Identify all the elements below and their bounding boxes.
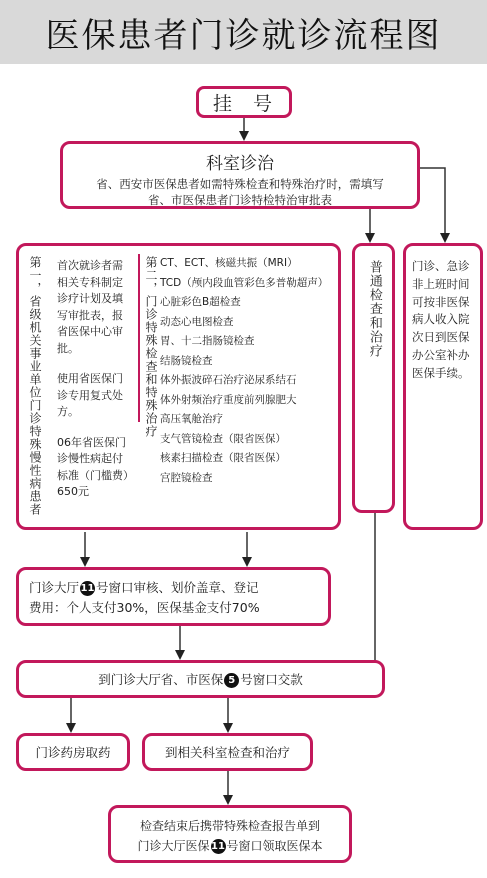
review-line2: 费用：个人支付30%，医保基金支付70% — [29, 600, 260, 615]
cat1-p1-line: 相关专科制定 — [57, 275, 123, 289]
cat1-p3-line: 标准（门槛费） — [57, 468, 134, 482]
review-line1 — [29, 578, 318, 598]
cat2-item: 心脏彩色B超检查 — [160, 296, 241, 308]
cat1-p3-line: 650元 — [57, 485, 89, 498]
finish-line2-b: 号窗口领取医保本 — [226, 839, 323, 853]
cat2-items — [160, 254, 338, 488]
pay-text-b: 号窗口交款 — [240, 672, 303, 687]
cat2-item: 胃、十二指肠镜检查 — [160, 335, 255, 347]
review-line1-b: 号窗口审核、划价盖章、登记 — [96, 580, 259, 595]
cat1-p2-line: 诊专用复式处 — [57, 388, 123, 402]
emergency-line: 次日到医保 — [412, 330, 470, 345]
cat1-vertical-title: 第一，省级机关事业单位门诊特殊慢性病患者 — [28, 256, 42, 516]
window-number-badge: 11 — [211, 841, 225, 852]
cat1-p1-line: 诊疗计划及填 — [57, 292, 123, 305]
guahao-box — [196, 86, 292, 118]
pay-text — [98, 670, 303, 688]
arrow-keshi-to-emergency — [420, 168, 445, 241]
cat2-item: 结肠镜检查 — [160, 354, 213, 367]
cat2-item: 核素扫描检查（限省医保） — [160, 452, 286, 464]
dept-label: 到相关科室检查和治疗 — [164, 745, 290, 760]
keshi-line2: 省、市医保患者门诊特检特治审批表 — [148, 193, 332, 207]
page-title: 医保患者门诊就诊流程图 — [45, 15, 442, 56]
review-box — [16, 567, 331, 626]
cat2-item: 动态心电图检查 — [160, 315, 234, 328]
cat1-p1-line: 省医保中心审 — [57, 325, 123, 338]
cat1-p2-line: 使用省医保门 — [57, 372, 123, 385]
review-line1-a: 门诊大厅 — [29, 580, 80, 595]
putong-box — [352, 243, 395, 513]
cat1-p2 — [57, 371, 147, 421]
finish-line2 — [111, 836, 349, 856]
emergency-line: 可按非医保 — [412, 294, 470, 309]
cat2-item: 体外振波碎石治疗泌尿系结石 — [160, 374, 297, 386]
pharmacy-label: 门诊药房取药 — [35, 745, 111, 760]
cat1-p3-line: 06年省医保门 — [57, 435, 126, 449]
cat2-item: TCD（颅内段血管彩色多普勒超声） — [160, 276, 329, 289]
guahao-label: 挂 号 — [212, 92, 276, 115]
cat1-desc — [57, 258, 147, 501]
emergency-line: 非上班时间 — [412, 276, 470, 291]
cat2-item: 体外射频治疗重度前列腺肥大 — [160, 393, 297, 406]
pay-box — [16, 660, 385, 698]
window-number-badge: 11 — [80, 583, 95, 594]
putong-label: 普通检查和治疗 — [366, 260, 382, 358]
finish-line1: 检查结束后携带特殊检查报告单到 — [139, 819, 320, 833]
keshi-box — [60, 141, 420, 209]
cat1-p1 — [57, 258, 147, 357]
dept-box — [142, 733, 313, 771]
finish-box — [108, 805, 352, 863]
emergency-line: 医保手续。 — [412, 365, 470, 380]
keshi-title: 科室诊治 — [206, 154, 274, 174]
cat1-p3-line: 诊慢性病起付 — [57, 452, 123, 465]
cat1-p1-line: 批。 — [57, 341, 79, 355]
cat2-divider — [138, 254, 140, 422]
emergency-line: 办公室补办 — [412, 348, 470, 363]
emergency-line: 门诊、急诊 — [412, 259, 470, 273]
cat1-p3 — [57, 435, 147, 501]
cat1-p1-line: 写审批表，报 — [57, 308, 123, 322]
cat2-item: CT、ECT、核磁共振（MRI） — [160, 257, 298, 269]
emergency-box — [403, 243, 483, 530]
cat1-p1-line: 首次就诊者需 — [57, 259, 123, 272]
keshi-line1: 省、西安市医保患者如需特殊检查和特殊治疗时，需填写 — [96, 177, 384, 191]
emergency-line: 病人收入院 — [412, 312, 470, 327]
pay-text-a: 到门诊大厅省、市医保 — [98, 672, 224, 687]
cat2-item: 支气管镜检查（限省医保） — [160, 432, 286, 445]
emergency-text — [412, 258, 470, 383]
cat1-p2-line: 方。 — [57, 405, 79, 418]
cat2-vertical-title: 第二，门诊特殊检查和特殊治疗 — [144, 256, 158, 438]
pharmacy-box — [16, 733, 130, 771]
finish-line2-a: 门诊大厅医保 — [137, 839, 210, 853]
window-number-badge: 5 — [224, 673, 239, 688]
cat2-item: 高压氧舱治疗 — [160, 413, 223, 425]
cat2-item: 宫腔镜检查 — [160, 471, 213, 484]
categories-box — [16, 243, 341, 530]
